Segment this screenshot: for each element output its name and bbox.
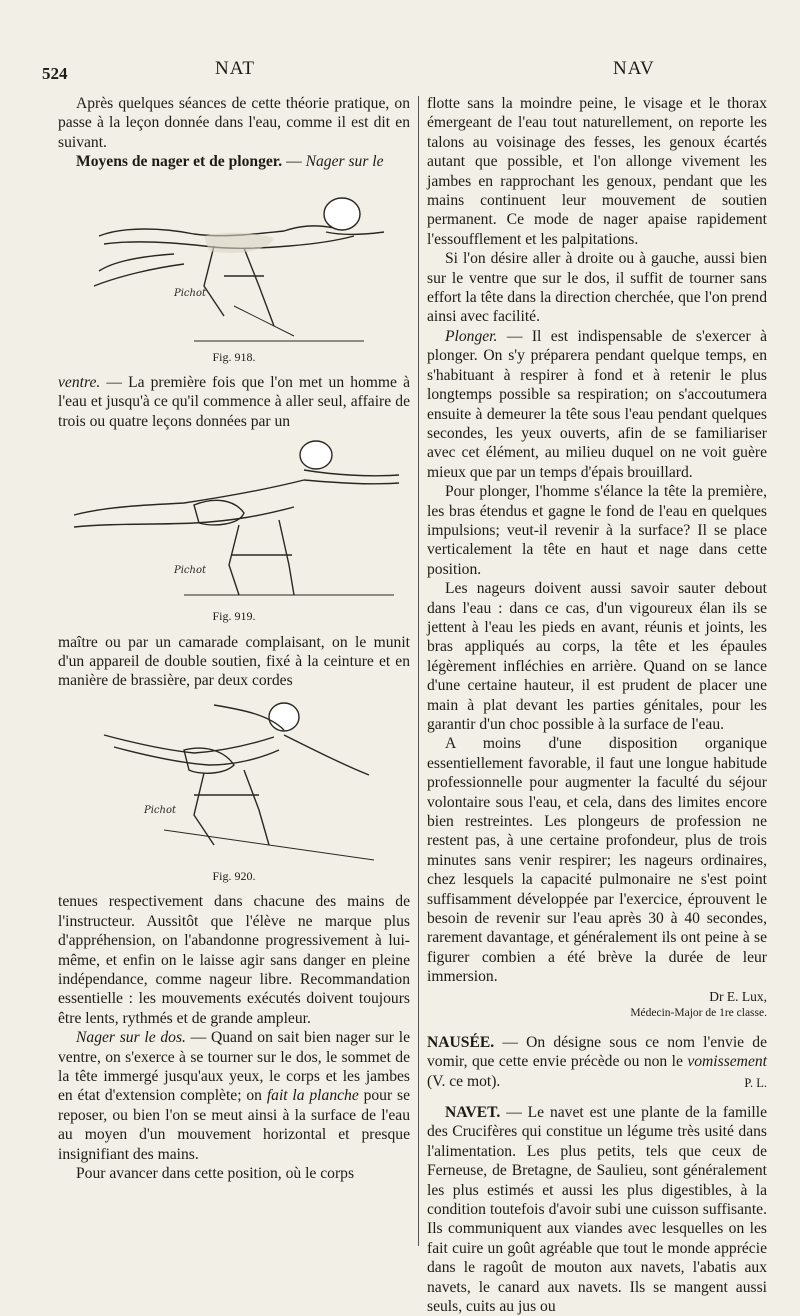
illustrator-signature: Pichot [174, 287, 207, 299]
right-column [427, 94, 767, 1315]
left-running-head: NAT [215, 58, 255, 79]
entry-nausee [427, 1033, 767, 1091]
paragraph-text: — On désigne sous ce nom l'envie de vomir, que cette envie précède ou non le [427, 1033, 767, 1071]
italic-term: fait la planche [266, 1087, 359, 1105]
entry-navet [427, 1103, 767, 1316]
paragraph: Pour avancer dans cette position, où le corps [76, 1164, 355, 1182]
paragraph: Les nageurs doivent aussi savoir sauter debout dans l'eau : dans ce cas, d'un vigoureux élan ils se jettent à l'eau les pieds en avant, réunis et joints, les bras appliqués au corps, la tête et les épaules légèrement infléchies en arrière. Quand on se lance d'une certaine hauteur, il est prudent de placer une main à plat devant les parties génitales, pour les garantir d'un choc possible à la surface de l'eau. [427, 580, 767, 733]
entry-heading: NAUSÉE. [427, 1033, 495, 1051]
paragraph-text: — Il est indispensable de s'exercer à plonger. On s'y préparera pendant quelque temps, en s'habituant à respirer à fond et à retenir le plus longtemps possible sa respiration; on s'accoutumera ensuite à demeurer la tête sous l'eau pendant quelques secondes, les yeux ouverts, afin de se familiariser avec cet élément, au milieu duquel on ne voit guère mieux que par un temps d'épais brouillard. [427, 327, 767, 481]
paragraph-text: — Quand on sait bien nager sur le ventre, on s'exerce à se tourner sur le dos, le sommet de la tête immergé jusqu'aux yeux, le corps et les jambes en état d'extension complète; on [58, 1029, 410, 1105]
swimmer-illustration-918 [84, 176, 384, 346]
figure-919 [58, 435, 410, 626]
paragraph: A moins d'une disposition organique essentiellement favorable, il faut une longue habitude professionnelle pour augmenter la faculté du séjour volontaire sous l'eau, et cela, dans des limites encore bien restreintes. Les plongeurs de profession ne restent pas, à une certaine profondeur, plus de trois minutes sans venir respirer; les nageurs ordinaires, chez lesquels la capacité pulmonaire ne s'est point suffisamment développée par l'exercice, éprouvent le besoin de revenir sur l'eau après 30 à 40 secondes, rarement davantage, et généralement ils ont peine à se figurer combien a été brève la durée de leur immersion. [427, 735, 767, 986]
paragraph-text: — Le navet est une plante de la famille des Crucifères qui constitue un légume très usité dans l'alimentation. Les plus petits, tels que ceux de Ferneuse, de Bretagne, de Saulieu, sont généralement les plus estimés et aussi les plus digestibles, à la condition toutefois d'avoir subi une cuisson suffisante. Ils communiquent aux viandes avec lesquelles on les fait cuire un goût agréable que tout le monde apprécie dans le ragoût de mouton aux navets, l'abatis aux navets, le canard aux navets. Ils se mangent aussi seuls, cuits au jus ou [427, 1103, 767, 1315]
author-name: Dr E. Lux, [709, 988, 767, 1004]
illustrator-signature: Pichot [174, 565, 207, 577]
section-heading: Moyens de nager et de plonger. [76, 153, 283, 171]
italic-term: Plonger. [445, 327, 498, 345]
paragraph [58, 373, 410, 431]
paragraph-text: — La première fois que l'on met un homme à l'eau et jusqu'à ce qu'il commence à aller seul, affaire de trois ou quatre leçons données par un [58, 374, 410, 430]
figure-918 [58, 176, 410, 367]
author-signature [427, 989, 767, 1021]
page-number: 524 [42, 64, 68, 83]
paragraph: flotte sans la moindre peine, le visage et le thorax émergeant de l'eau tout naturellement, on reporte les talons au voisinage des fesses, les genoux écartés autant que possible, et l'on allonge vivement les jambes en rapprochant les genoux, pendant que les mains continuent leur mouvement de soutien permanent. Ce mode de nager apaise rapidement l'essoufflement et les palpitations. [427, 95, 767, 248]
figure-920 [58, 695, 410, 886]
paragraph [58, 1028, 410, 1164]
paragraph [427, 1033, 767, 1091]
illustrator-signature: Pichot [144, 804, 177, 816]
paragraph: maître ou par un camarade complaisant, on le munit d'un appareil de double soutien, fixé à la ceinture et en manière de brassière, par deux cordes [58, 633, 410, 690]
dash: — [282, 153, 306, 171]
italic-term: Nager sur le dos. [76, 1029, 186, 1047]
paragraph [427, 1103, 767, 1316]
right-running-head: NAV [613, 58, 655, 79]
swimmer-illustration-920 [84, 695, 384, 865]
section-heading-paragraph [58, 152, 410, 171]
paragraph-text: pour se reposer, ou bien l'on se meut ainsi à la surface de l'eau au moyen d'un mouvement horizontal et presque insignifiant des mains. [58, 1087, 410, 1163]
swimmer-illustration-919 [64, 435, 404, 605]
italic-term: vomissement [687, 1053, 767, 1071]
paragraph: Après quelques séances de cette théorie pratique, on passe à la leçon donnée dans l'eau, comme il est dit en suivant. [58, 95, 410, 151]
entry-signature: P. L. [744, 1075, 767, 1090]
paragraph [427, 327, 767, 482]
author-title: Médecin-Major de 1re classe. [630, 1006, 767, 1019]
paragraph-text: (V. ce mot). [427, 1072, 501, 1090]
figure-caption: Fig. 918. [212, 349, 256, 364]
column-divider [418, 96, 419, 1246]
paragraph: Si l'on désire aller à droite ou à gauche, aussi bien sur le ventre que sur le dos, il suffit de tourner sans effort la tête dans la direction cherchée, que l'on prend ainsi avec facilité. [427, 250, 767, 326]
figure-caption: Fig. 920. [212, 868, 256, 883]
paragraph: Pour plonger, l'homme s'élance la tête la première, les bras étendus et gagne le fond de l'eau en quelques impulsions; veut-il revenir à la surface? Il se place verticalement la tête en haut et nage dans cette position. [427, 483, 767, 578]
left-column [58, 94, 410, 1242]
italic-term: ventre. [58, 374, 101, 392]
figure-caption: Fig. 919. [212, 609, 256, 624]
entry-heading: NAVET. [445, 1103, 501, 1121]
running-header [40, 58, 760, 84]
subheading-italic: Nager sur le [305, 153, 384, 171]
paragraph: tenues respectivement dans chacune des mains de l'instructeur. Aussitôt que l'élève ne marque plus d'appréhension, on l'abandonne progressivement à lui-même, et enfin on le laisse agir sans danger en pleine indépendance, comme nageur libre. Recommandation essentielle : les mouvements exécutés doivent toujours être lents, rythmés et de grande ampleur. [58, 893, 410, 1027]
